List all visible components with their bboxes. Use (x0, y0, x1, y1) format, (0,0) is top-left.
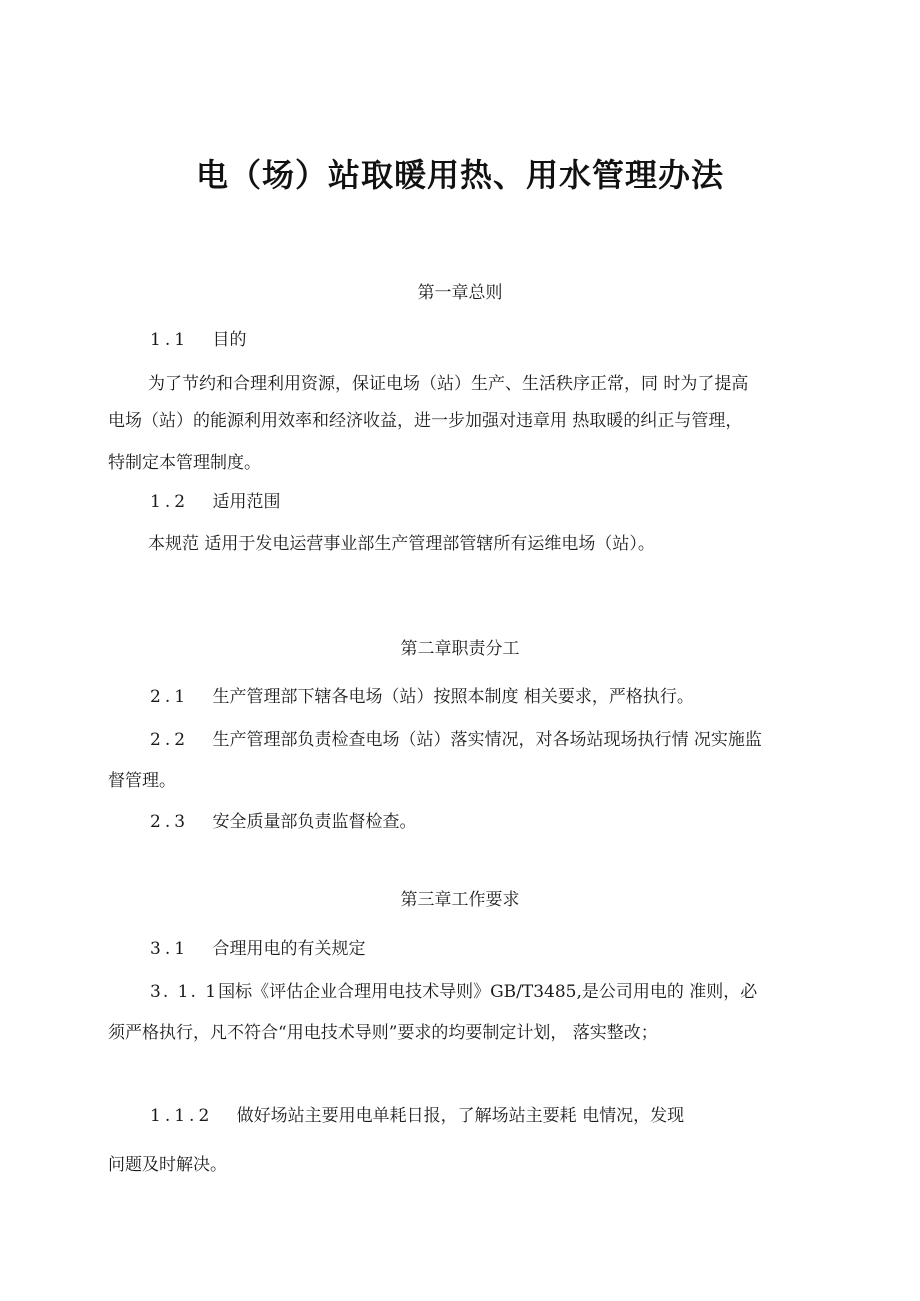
chapter-3-heading: 第三章工作要求 (400, 890, 520, 910)
section-text: 安全质量部负责监督检查。 (212, 812, 417, 832)
section-title: 目的 (212, 330, 247, 350)
chapter-1-heading: 第一章总则 (417, 283, 503, 303)
section-text: 生产管理部下辖各电场（站）按照本制度 相关要求，严格执行。 (212, 687, 694, 707)
paragraph-line: 督管理。 (108, 771, 176, 791)
paragraph-line: 问题及时解决。 (108, 1155, 227, 1175)
section-3-1-heading (150, 937, 365, 961)
section-2-3 (150, 810, 416, 834)
section-number: 1.1 (150, 330, 190, 350)
paragraph-line: 特制定本管理制度。 (108, 453, 261, 473)
section-2-1 (150, 685, 694, 709)
section-title: 适用范围 (212, 492, 281, 512)
section-2-2 (150, 728, 762, 752)
section-1-2-heading (150, 490, 280, 514)
document-title: 电（场）站取暖用热、用水管理办法 (195, 156, 724, 194)
section-text: 做好场站主要用电单耗日报，了解场站主要耗 电情况，发现 (236, 1106, 685, 1126)
section-number: 1.2 (150, 492, 190, 512)
section-3-1-1 (150, 980, 757, 1004)
section-1-1-heading (150, 328, 246, 352)
section-title: 合理用电的有关规定 (212, 939, 366, 959)
paragraph-line: 为了节约和合理利用资源，保证电场（站）生产、生活秩序正常，同 时为了提高 (148, 374, 749, 394)
section-number: 2.2 (150, 730, 190, 750)
section-number: 3.1 (150, 939, 190, 959)
paragraph-line: 须严格执行，凡不符合“用电技术导则”要求的均要制定计划， 落实整改； (108, 1023, 658, 1043)
section-text: 国标《评估企业合理用电技术导则》GB/T3485,是公司用电的 准则，必 (218, 982, 758, 1002)
section-number: 2.1 (150, 687, 190, 707)
section-number: 3. 1. 1 (150, 982, 219, 1002)
paragraph-line: 本规范 适用于发电运营事业部生产管理部管辖所有运维电场（站）。 (148, 534, 655, 554)
chapter-2-heading: 第二章职责分工 (400, 639, 520, 659)
section-number: 2.3 (150, 812, 190, 832)
paragraph-line: 电场（站）的能源利用效率和经济收益，进一步加强对违章用 热取暖的纠正与管理， (108, 411, 743, 431)
section-number: 1.1.2 (150, 1106, 214, 1126)
section-1-1-2 (150, 1104, 684, 1128)
section-text: 生产管理部负责检查电场（站）落实情况，对各场站现场执行情 况实施监 (212, 730, 762, 750)
